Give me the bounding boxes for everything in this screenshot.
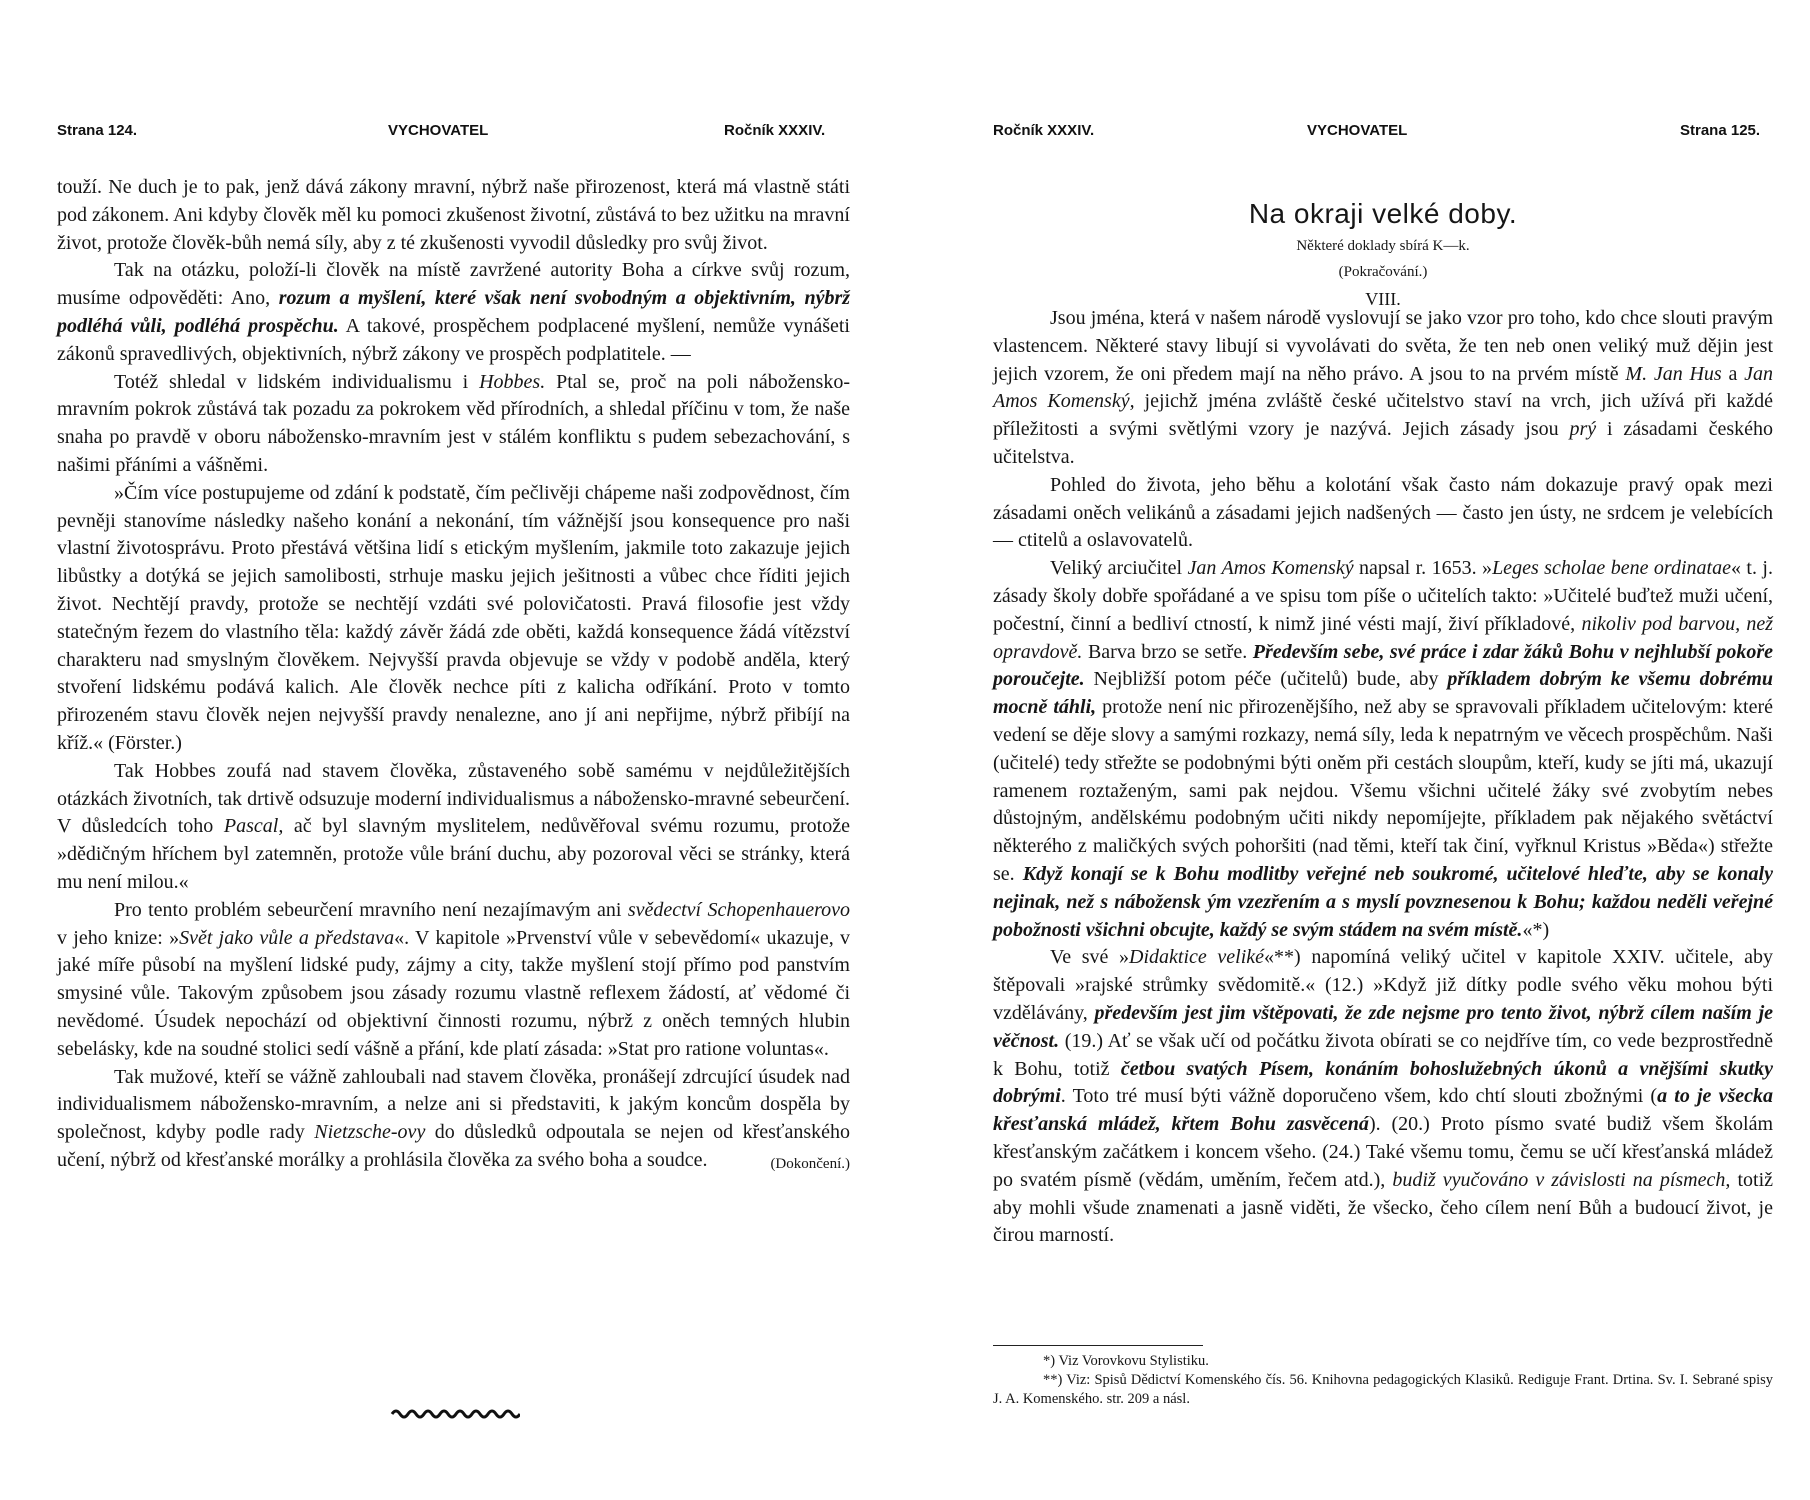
left-body-text [57, 174, 850, 1179]
right-page [905, 0, 1810, 1500]
right-journal-title: VYCHOVATEL [1307, 122, 1408, 139]
paragraph: Jsou jména, která v našem národě vyslovují se jako vzor pro toho, kdo chce slouti pravým vlastencem. Některé stavy libují si vyvolávati do světa, že ten neb onen veliký muž dějin jest jejich vzorem, že oni předem mají na něho právo. A jsou to na prvém místě M. Jan Hus a Jan Amos Komenský, jejichž jména zvláště české učitelstvo staví na vrch, jich užívá při každé příležitosti a svými světlými vzory je nazývá. Jejich zásady jsou prý i zásadami českého učitelstva. [993, 307, 1774, 468]
end-note: (Dokončení.) [770, 1155, 850, 1172]
article-title: Na okraji velké doby. [1248, 198, 1518, 229]
section-number: VIII. [1365, 289, 1401, 309]
footnote-divider [993, 1345, 1203, 1346]
paragraph: Tak mužové, kteří se vážně zahloubali nad stavem člověka, pronášejí zdrcující úsudek nad individualismem nábožensko-mravním, a nelze ani si představiti, k jakým koncům dospěla by společnost, kdyby podle rady Nietzsche-ovy do důsledků odpoutala se nejen od křesťanského učení, nýbrž od křesťanské morálky a prohlásila člověka za svého boha a soudce. (Dokončení.) [57, 1064, 850, 1175]
paragraph: Ve své »Didaktice veliké«**) napomíná veliký učitel v kapitole XXIV. učitele, aby štěpovali »rajské strůmky svědomitě.« (12.) »Když již dítky podle svého věku mohou býti vzdělávány, především jest jim vštěpovati, že zde nejsme pro tento život, nýbrž cílem naším je věčnost. (19.) Ať se však učí od počátku života obírati se co nejdříve tím, co vede bezprostředně k Bohu, totiž četbou svatých Písem, konáním bohoslužebných úkonů a vnějšími skutky dobrými. Toto tré musí býti vážně doporučeno všem, kdo chtí slouti zbožnými (a to je všecka křesťanská mládež, křtem Bohu zasvěcená). (20.) Proto písmo svaté budiž všem školám křesťanským začátkem i koncem všeho. (24.) Také všemu tomu, čemu se učí křesťanská mládež po svatém písmě (vědám, uměním, řečem atd.), budiž vyučováno v závislosti na písmech, totiž aby mohli všude znamenati a jasně viděti, že všecko, čeho cílem není Bůh a budoucí život, je čirou marností. [993, 946, 1774, 1247]
article-subtitle: Některé doklady sbírá K—k. [1296, 238, 1470, 254]
paragraph: touží. Ne duch je to pak, jenž dává zákony mravní, nýbrž naše přirozenost, která má vlastně státi pod zákonem. Ani kdyby člověk měl ku pomoci zkušenost životní, zůstává to bez užitku na mravní život, protože člověk-bůh nemá síly, aby z té zkušenosti vyvodil důsledky pro svůj život. [57, 176, 850, 254]
footnotes [993, 1352, 1773, 1409]
continuation-note: (Pokračování.) [1338, 264, 1428, 280]
paragraph: Pro tento problém sebeurčení mravního není nezajímavým ani svědectví Schopenhauerovo v jeho knize: »Svět jako vůle a představa«. V kapitole »Prvenství vůle v sebevědomí« ukazuje, v jaké míře působí na myšlení lidské pudy, zájmy a city, takže myšlení stojí přímo pod panstvím smysiné vůle. Takovým způsobem jsou zásady rozumu vlastně reflexem žádostí, ať vědomé či nevědomé. Úsudek nepochází od objektivní činnosti rozumu, nýbrž z oněch temných hlubin sebelásky, kde na soudné stolici sedí vášně a přání, kde platí zásada: »Stat pro ratione voluntas«. [57, 898, 851, 1060]
left-page-number: Strana 124. [57, 122, 138, 139]
right-volume: Ročník XXXIV. [993, 122, 1095, 139]
footnote: **) Viz: Spisů Dědictví Komenského čís. 56. Knihovna pedagogických Klasiků. Rediguje Frant. Drtina. Sv. I. Sebrané spisy J. A. Komenského. str. 209 a násl. [993, 1372, 1773, 1407]
right-page-number: Strana 125. [1680, 122, 1761, 139]
paragraph: Tak Hobbes zoufá nad stavem člověka, zůstaveného sobě samému v nejdůležitějších otázkách životních, tak drtivě odsuzuje moderní individualismus a nábožensko-mravné sebeurčení. V důsledcích toho Pascal, ač byl slavným myslitelem, nedůvěřoval svému rozumu, protože »dědičným hříchem byl zatemněn, protože vůle brání duchu, aby pozoroval věci se stránky, která mu není milou.« [57, 759, 850, 893]
left-journal-title: VYCHOVATEL [388, 122, 489, 139]
right-body-text [993, 305, 1773, 1250]
paragraph: Veliký arciučitel Jan Amos Komenský napsal r. 1653. »Leges scholae bene ordinatae« t. j. zásady školy dobře spořádané a ve spisu tom píše o učitelích takto: »Učitelé buďtež muži učení, počestní, činní a bedliví ctností, k nimž jiné vésti mají, živí příkladové, nikoliv pod barvou, než opravdově. Barva brzo se setře. Především sebe, své práce i zdar žáků Bohu v nejhlubší pokoře poroučejte. Nejbližší potom péče (učitelů) bude, aby příkladem dobrým ke všemu dobrému mocně táhli, protože není nic přirozenějšího, než aby se spravovali příkladem učitelovým: které vedení se děje slovy a samými rozkazy, nemá síly, leda k nepatrným ve věcech prospěchům. Naši (učitelé) tedy střežte se podobnými býti oněm při cestách sloupům, kteří, kudy se jíti má, ukazují ramenem roztaženým, sami pak nejdou. Všemu všichni učitelé žáky své zvobytím nebes důstojným, andělskému podobným učiti nikdy nepomíjejte, příkladem pak nějakého světáctví některého z maličkých svých pohoršiti (nad těmi, kteří tak činí, vyřknul Kristus »Běda«) střežte se. Když konají se k Bohu modlitby veřejné neb soukromé, učitelové hleďte, aby se konaly nejinak, než s nábožensk ým vzezřením a s myslí povznesenou k Bohu; každou neděli veřejné pobožnosti všichni obcujte, každý se svým stádem na svém místě.«*) [993, 557, 1774, 941]
end-ornament [390, 1408, 520, 1420]
paragraph: Totéž shledal v lidském individualismu i Hobbes. Ptal se, proč na poli nábožensko-mravním pokrok zůstává tak pozadu za pokrokem věd přírodních, a shledal příčinu v tom, že naše snaha po pravdě v oboru nábožensko-mravním jest v stálém konfliktu s pudem sebezachování, s našimi přáními a vášněmi. [57, 370, 851, 476]
quote-paragraph: »Čím více postupujeme od zdání k podstatě, čím pečlivěji chápeme naši zodpovědnost, čím pevněji stanovíme následky našeho konání a nekonání, tím vážnější jsou konsequence pro naši vlastní životosprávu. Proto přestává většina lidí s etickým myšlením, jakmile toto zakazuje jejich libůstky a dotýká se jejich samolibosti, strhuje masku jejich ješitnosti a vůbec chce říditi jejich život. Nechtějí pravdy, protože se nechtějí vzdáti své polovičatosti. Pravá filosofie jest vždy statečným řezem do vlastního těla: každý závěr žádá zde oběti, každá konsequence žádá vítězství charakteru nad smyslným člověkem. Nejvyšší pravda objevuje se vždy v podobě anděla, který stvoření lidskému podává kalich. Ale člověk nechce píti z kalicha odříkání. Proto v tomto přirozeném stavu člověk nejen nejvyšší pravdy nenalezne, ano jí ani nepřijme, nýbrž přibíjí na kříž.« (Förster.) [57, 481, 850, 754]
footnote: *) Viz Vorovkovu Stylistiku. [1043, 1353, 1209, 1369]
left-volume: Ročník XXXIV. [724, 122, 826, 139]
paragraph: Tak na otázku, položí-li člověk na místě zavržené autority Boha a církve svůj rozum, musíme odpověděti: Ano, rozum a myšlení, které však není svobodným a objektivním, nýbrž podléhá vůli, podléhá prospěchu. A takové, prospěchem podplacené myšlení, nemůže vynášeti zákonů spravedlivých, objektivních, nýbrž zákony ve prospěch podplatitele. — [57, 259, 851, 365]
paragraph: Pohled do života, jeho běhu a kolotání však často nám dokazuje pravý opak mezi zásadami oněch velikánů a zásadami jejich nadšených — často jen ústy, ne srdcem je velebících — ctitelů a oslavovatelů. [993, 473, 1773, 552]
